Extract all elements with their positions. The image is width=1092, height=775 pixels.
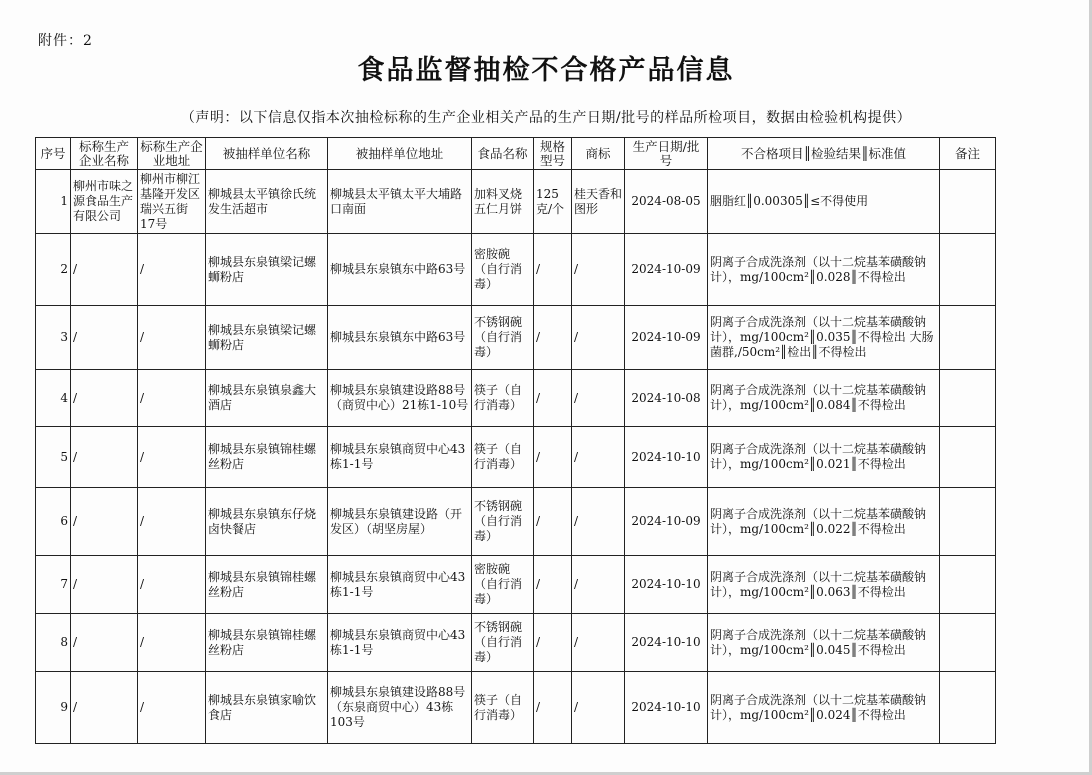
cell-producer-address: / — [138, 488, 206, 556]
cell-producer-address: / — [138, 234, 206, 306]
page-title: 食品监督抽检不合格产品信息 — [357, 55, 735, 86]
header-sampled-unit-address: 被抽样单位地址 — [328, 138, 472, 170]
cell-spec: / — [534, 614, 572, 672]
cell-producer-name: 柳州市味之源食品生产有限公司 — [71, 170, 138, 234]
cell-spec: / — [534, 427, 572, 488]
cell-sampled-unit-address: 柳城县东泉镇建设路88号（商贸中心）21栋1-10号 — [328, 370, 472, 427]
cell-food-name: 加料叉烧五仁月饼 — [472, 170, 534, 234]
cell-food-name: 不锈钢碗（自行消毒） — [472, 488, 534, 556]
cell-sampled-unit-name: 柳城县太平镇徐氏统发生活超市 — [206, 170, 328, 234]
cell-sampled-unit-name: 柳城县东泉镇梁记螺蛳粉店 — [206, 234, 328, 306]
cell-brand: / — [572, 370, 625, 427]
cell-remark — [940, 672, 996, 744]
cell-remark — [940, 488, 996, 556]
cell-producer-address: / — [138, 427, 206, 488]
cell-spec: / — [534, 488, 572, 556]
cell-production-date: 2024-10-10 — [625, 614, 708, 672]
table-row — [36, 306, 996, 370]
header-producer-name: 标称生产企业名称 — [71, 138, 138, 170]
cell-spec: / — [534, 370, 572, 427]
cell-brand: / — [572, 234, 625, 306]
cell-sampled-unit-address: 柳城县东泉镇商贸中心43栋1-1号 — [328, 556, 472, 614]
cell-producer-address: / — [138, 306, 206, 370]
cell-nonconforming-items: 胭脂红║0.00305║≤不得使用 — [708, 170, 940, 234]
cell-nonconforming-items: 阴离子合成洗涤剂（以十二烷基苯磺酸钠计），mg/100cm²║0.063║不得检出 — [708, 556, 940, 614]
cell-nonconforming-items: 阴离子合成洗涤剂（以十二烷基苯磺酸钠计），mg/100cm²║0.024║不得检出 — [708, 672, 940, 744]
header-sampled-unit-name: 被抽样单位名称 — [206, 138, 328, 170]
cell-producer-address: 柳州市柳江基隆开发区瑞兴五街17号 — [138, 170, 206, 234]
cell-brand: / — [572, 614, 625, 672]
nonconforming-products-table — [35, 137, 996, 744]
header-production-date: 生产日期/批号 — [625, 138, 708, 170]
cell-seq: 2 — [36, 234, 71, 306]
cell-brand: 桂天香和图形 — [572, 170, 625, 234]
cell-seq: 9 — [36, 672, 71, 744]
table-row — [36, 672, 996, 744]
table-row — [36, 614, 996, 672]
cell-production-date: 2024-10-09 — [625, 234, 708, 306]
cell-producer-name: / — [71, 234, 138, 306]
cell-food-name: 筷子（自行消毒） — [472, 672, 534, 744]
cell-production-date: 2024-10-10 — [625, 556, 708, 614]
table-row — [36, 488, 996, 556]
header-producer-address: 标称生产企业地址 — [138, 138, 206, 170]
cell-brand: / — [572, 488, 625, 556]
cell-brand: / — [572, 672, 625, 744]
cell-production-date: 2024-10-09 — [625, 488, 708, 556]
cell-remark — [940, 556, 996, 614]
table-row — [36, 170, 996, 234]
cell-seq: 8 — [36, 614, 71, 672]
cell-spec: 125克/个 — [534, 170, 572, 234]
table-header-row — [36, 138, 996, 170]
cell-seq: 3 — [36, 306, 71, 370]
cell-producer-name: / — [71, 370, 138, 427]
cell-sampled-unit-name: 柳城县东泉镇泉鑫大酒店 — [206, 370, 328, 427]
cell-remark — [940, 170, 996, 234]
cell-seq: 7 — [36, 556, 71, 614]
cell-sampled-unit-name: 柳城县东泉镇梁记螺蛳粉店 — [206, 306, 328, 370]
cell-spec: / — [534, 306, 572, 370]
cell-sampled-unit-address: 柳城县东泉镇东中路63号 — [328, 234, 472, 306]
cell-production-date: 2024-10-10 — [625, 427, 708, 488]
cell-producer-name: / — [71, 427, 138, 488]
header-nonconforming-items: 不合格项目║检验结果║标准值 — [708, 138, 940, 170]
cell-sampled-unit-address: 柳城县太平镇太平大埔路口南面 — [328, 170, 472, 234]
cell-production-date: 2024-10-08 — [625, 370, 708, 427]
cell-brand: / — [572, 427, 625, 488]
cell-remark — [940, 370, 996, 427]
table-row — [36, 427, 996, 488]
cell-seq: 1 — [36, 170, 71, 234]
cell-seq: 6 — [36, 488, 71, 556]
cell-sampled-unit-name: 柳城县东泉镇锦桂螺丝粉店 — [206, 427, 328, 488]
header-seq: 序号 — [36, 138, 71, 170]
attachment-label: 附件：2 — [38, 33, 93, 49]
cell-nonconforming-items: 阴离子合成洗涤剂（以十二烷基苯磺酸钠计），mg/100cm²║0.028║不得检出 — [708, 234, 940, 306]
cell-food-name: 筷子（自行消毒） — [472, 427, 534, 488]
cell-food-name: 不锈钢碗（自行消毒） — [472, 614, 534, 672]
cell-sampled-unit-address: 柳城县东泉镇商贸中心43栋1-1号 — [328, 427, 472, 488]
cell-spec: / — [534, 556, 572, 614]
cell-producer-name: / — [71, 306, 138, 370]
cell-sampled-unit-address: 柳城县东泉镇东中路63号 — [328, 306, 472, 370]
header-food-name: 食品名称 — [472, 138, 534, 170]
header-remark: 备注 — [940, 138, 996, 170]
statement-text: （声明：以下信息仅指本次抽检标称的生产企业相关产品的生产日期/批号的样品所检项目，数据由检验机构提供） — [180, 110, 912, 126]
cell-sampled-unit-name: 柳城县东泉镇家喻饮食店 — [206, 672, 328, 744]
cell-brand: / — [572, 556, 625, 614]
cell-brand: / — [572, 306, 625, 370]
cell-seq: 5 — [36, 427, 71, 488]
cell-production-date: 2024-10-10 — [625, 672, 708, 744]
cell-nonconforming-items: 阴离子合成洗涤剂（以十二烷基苯磺酸钠计），mg/100cm²║0.045║不得检出 — [708, 614, 940, 672]
cell-sampled-unit-name: 柳城县东泉镇锦桂螺丝粉店 — [206, 614, 328, 672]
cell-nonconforming-items: 阴离子合成洗涤剂（以十二烷基苯磺酸钠计），mg/100cm²║0.022║不得检出 — [708, 488, 940, 556]
cell-production-date: 2024-08-05 — [625, 170, 708, 234]
cell-food-name: 密胺碗（自行消毒） — [472, 234, 534, 306]
cell-seq: 4 — [36, 370, 71, 427]
cell-producer-address: / — [138, 370, 206, 427]
table-row — [36, 556, 996, 614]
header-brand: 商标 — [572, 138, 625, 170]
table-row — [36, 370, 996, 427]
cell-remark — [940, 306, 996, 370]
cell-sampled-unit-name: 柳城县东泉镇东仔烧卤快餐店 — [206, 488, 328, 556]
cell-production-date: 2024-10-09 — [625, 306, 708, 370]
cell-sampled-unit-name: 柳城县东泉镇锦桂螺丝粉店 — [206, 556, 328, 614]
cell-sampled-unit-address: 柳城县东泉镇建设路（开发区）（胡坚房屋） — [328, 488, 472, 556]
cell-food-name: 不锈钢碗（自行消毒） — [472, 306, 534, 370]
cell-sampled-unit-address: 柳城县东泉镇建设路88号（东泉商贸中心）43栋103号 — [328, 672, 472, 744]
cell-producer-name: / — [71, 672, 138, 744]
cell-producer-address: / — [138, 614, 206, 672]
cell-spec: / — [534, 672, 572, 744]
cell-nonconforming-items: 阴离子合成洗涤剂（以十二烷基苯磺酸钠计），mg/100cm²║0.021║不得检出 — [708, 427, 940, 488]
cell-producer-name: / — [71, 614, 138, 672]
cell-remark — [940, 234, 996, 306]
cell-food-name: 筷子（自行消毒） — [472, 370, 534, 427]
cell-remark — [940, 614, 996, 672]
header-spec: 规格型号 — [534, 138, 572, 170]
cell-producer-name: / — [71, 556, 138, 614]
table-row — [36, 234, 996, 306]
cell-producer-address: / — [138, 556, 206, 614]
cell-producer-name: / — [71, 488, 138, 556]
cell-sampled-unit-address: 柳城县东泉镇商贸中心43栋1-1号 — [328, 614, 472, 672]
cell-nonconforming-items: 阴离子合成洗涤剂（以十二烷基苯磺酸钠计），mg/100cm²║0.084║不得检出 — [708, 370, 940, 427]
cell-remark — [940, 427, 996, 488]
cell-producer-address: / — [138, 672, 206, 744]
cell-nonconforming-items: 阴离子合成洗涤剂（以十二烷基苯磺酸钠计），mg/100cm²║0.035║不得检出 大肠菌群,/50cm²║检出║不得检出 — [708, 306, 940, 370]
cell-spec: / — [534, 234, 572, 306]
cell-food-name: 密胺碗（自行消毒） — [472, 556, 534, 614]
